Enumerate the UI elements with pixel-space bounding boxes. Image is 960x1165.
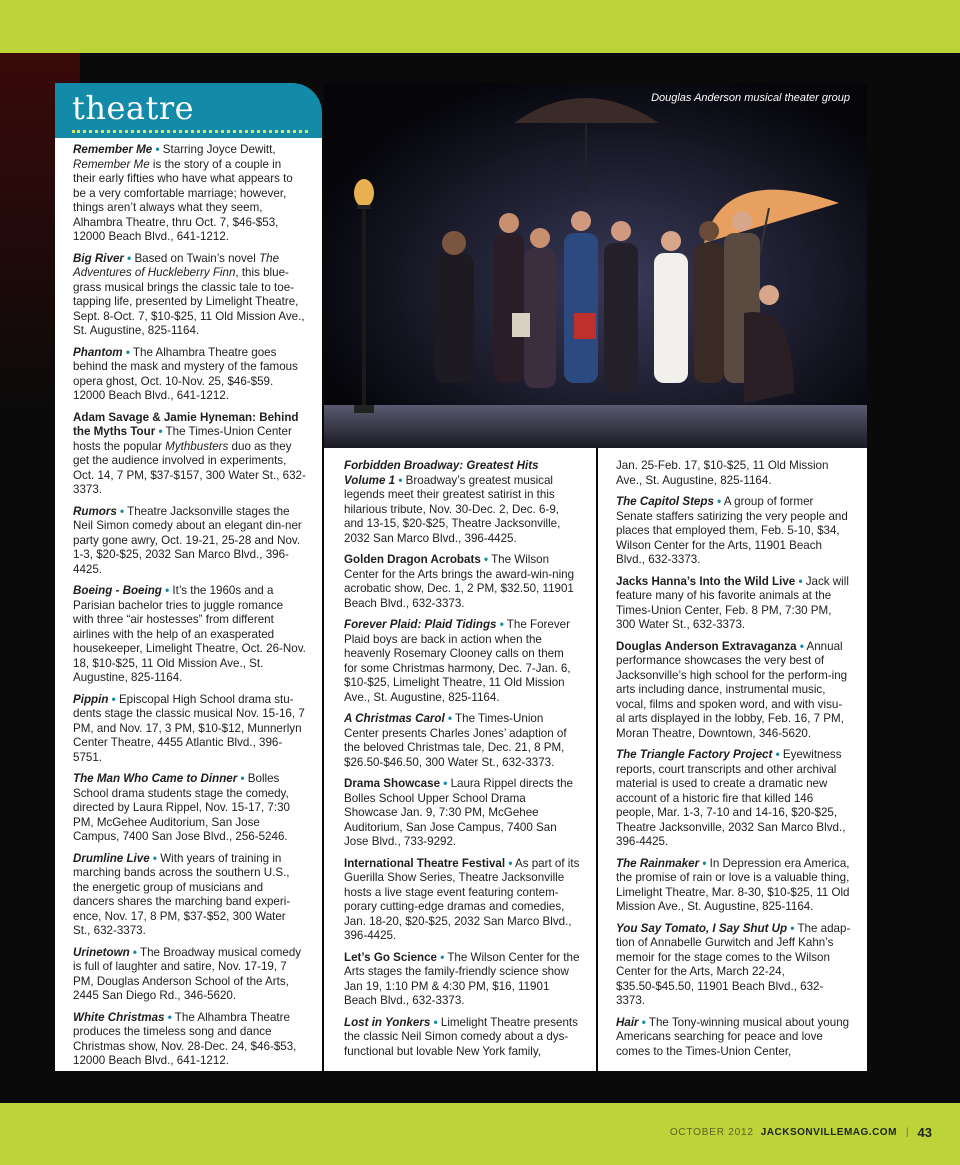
listing-title: Boeing - Boeing: [73, 584, 162, 597]
bullet: •: [447, 712, 453, 725]
photo-caption: Douglas Anderson musical theater group: [651, 92, 850, 104]
listing-text: Laura Rippel directs the Bolles School Upper School Drama Showcase Jan. 9, 7:30 PM, McGehee Auditorium, San Jose Campus, 7400 San Jose Blvd., 733-9292.: [344, 777, 574, 848]
listing-italic: The Adventures of Huckleberry Finn: [73, 251, 280, 279]
listing-text: In Depression era America, the promise of rain or love is a valuable thing, Limelight Theatre, Mar. 8-30, $10-$25, 11 Old Mission Ave., St. Augustine, 825-1164.: [616, 856, 850, 913]
stage-photo: [324, 83, 867, 448]
page-number: 43: [917, 1125, 932, 1140]
listing-title: Adam Savage & Jamie Hyneman: Behind the Myths Tour: [73, 410, 299, 438]
listing-text: , this blue-grass musical brings the classic tale to toe-tapping life, presented by Limelight Theatre, Sept. 8-Oct. 7, $10-$25, 11 Old Mission Ave., St. Augustine, 825-1164.: [73, 266, 305, 337]
listing-behind-the-myths: [73, 411, 306, 498]
listing-text: Theatre Jacksonville stages the Neil Simon comedy about an elegant din-ner party gone awry, Oct. 19-21, 25-28 and Nov. 1-3, $20-$25, 2032 San Marco Blvd., 396-4425.: [73, 504, 302, 576]
listing-text: The Forever Plaid boys are back in action when the heavenly Rosemary Clooney calls on them for some Christmas harmony, Dec. 7-Jan. 6, $10-$25, Limelight Theatre, 11 Old Mission Ave., St. Augustine, 825-1164.: [344, 618, 571, 704]
bullet: •: [717, 495, 722, 508]
listing-jack-hanna: [616, 575, 851, 633]
bullet: •: [798, 574, 803, 588]
listing-lost-in-yonkers: [344, 1016, 580, 1060]
bullet: •: [702, 856, 707, 870]
listing-column-3: [598, 448, 867, 1071]
listing-douglas-anderson-extravaganza: [616, 640, 851, 742]
listing-title: Drama Showcase: [344, 777, 441, 790]
listing-text: The Times-Union Center presents Charles Jones’ adaption of the beloved Christmas tale, Dec. 21, 8 PM, $26.50-$46.50, 300 Water St., 632-3373.: [344, 712, 567, 769]
listing-text: Bolles School drama students stage the comedy, directed by Laura Rippel, Nov. 15-17, 7:30 PM, McGehee Auditorium, San Jose Campus, 7400 San Jose Blvd., 256-5246.: [73, 772, 290, 843]
listing-text: Limelight Theatre presents the classic Neil Simon comedy about a dys-functional but lovable New York family,: [344, 1015, 578, 1058]
bullet: •: [641, 1015, 646, 1029]
listing-title: Lost in Yonkers: [344, 1015, 431, 1029]
listing-text: With years of training in marching bands across the southern U.S., the energetic group of musicians and dancers shares the marching band experi-ence, Nov. 17, 8 PM, $37-$52, 300 Water St., 632-3373.: [73, 851, 291, 937]
listing-title: White Christmas: [73, 1010, 165, 1024]
listing-forbidden-broadway: [344, 459, 580, 546]
listing-title: Forbidden Broadway: Greatest Hits Volume 1: [344, 459, 539, 487]
listing-text: The Wilson Center for the Arts brings the award-win-ning acrobatic show, Dec. 1, 2 PM, $32.50, 11901 Beach Blvd., 632-3373.: [344, 553, 575, 610]
section-title: theatre: [72, 89, 195, 127]
listing-column-1: [55, 138, 322, 1071]
listing-title: Jacks Hanna’s Into the Wild Live: [616, 574, 796, 588]
listing-rumors: [73, 505, 306, 578]
footer-separator: |: [905, 1127, 909, 1138]
listing-text: is the story of a couple in their early fifties who have what appears to be a very comfortable marriage; however, things aren’t always what they seem, Alhambra Theatre, thru Oct. 7, $46-$53, 12000 Beach Blvd., 641-1212.: [73, 157, 293, 243]
listing-forever-plaid: [344, 618, 580, 705]
listing-drumline-live: [73, 852, 306, 939]
stage-photo-illustration: [324, 83, 867, 448]
listing-italic: Mythbusters: [165, 439, 229, 453]
listing-text: The adap-tion of Annabelle Gurwitch and Jeff Kahn’s memoir for the stage comes to the Wilson Center for the Arts, March 22-24, $35.50-$45.50, 11901 Beach Blvd., 632-3373.: [616, 921, 851, 1007]
listing-big-river: [73, 252, 306, 339]
listing-christmas-carol: [344, 712, 580, 770]
listing-text: Eyewitness reports, court transcripts and other archival material is used to create a dramatic new account of a historic fire that killed 146 people, Mar. 1-3, 7-10 and 14-16, $20-$25, Theatre Jacksonville, 2032 San Marco Blvd., 396-4425.: [616, 748, 846, 848]
bullet: •: [440, 950, 445, 964]
bullet: •: [508, 856, 513, 870]
bullet: •: [158, 425, 163, 438]
listing-title: Remember Me: [73, 143, 153, 156]
bullet: •: [165, 584, 170, 597]
bullet: •: [152, 851, 157, 865]
listing-title: Pippin: [73, 692, 109, 706]
listing-text: As part of its Guerilla Show Series, Theatre Jacksonville hosts a live stage event featuring contem-porary cutting-edge dramas and comedies, Jan. 18-20, $20-$25, 2032 San Marco Blvd., 396-4425.: [344, 856, 580, 942]
listing-title: Urinetown: [73, 945, 130, 959]
listing-lost-in-yonkers-continued: Jan. 25-Feb. 17, $10-$25, 11 Old Mission Ave., St. Augustine, 825-1164.: [616, 459, 829, 487]
listing-text: Episcopal High School drama stu-dents stage the classic musical Nov. 15-16, 7 PM, and Nov. 17, 3 PM, $10-$12, Munnerlyn Center Theatre, 4455 Atlantic Blvd., 396-5751.: [73, 692, 305, 764]
listing-title: You Say Tomato, I Say Shut Up: [616, 921, 788, 935]
listing-text: Broadway’s greatest musical legends meet their greatest satirist in this hilarious tribute, Nov. 30-Dec. 2, Dec. 6-9, and 13-15, $20-$25, Theatre Jacksonville, 2032 San Marco Blvd., 396-4425.: [344, 473, 561, 545]
bullet: •: [790, 921, 795, 935]
listing-title: International Theatre Festival: [344, 856, 506, 870]
bullet: •: [111, 692, 116, 706]
listing-italic: Remember Me: [73, 157, 150, 171]
listing-triangle-factory-project: [616, 748, 851, 850]
listing-title: Drumline Live: [73, 851, 150, 865]
website-link[interactable]: JACKSONVILLEMAG.COM: [760, 1127, 897, 1138]
listing-white-christmas: [73, 1011, 306, 1069]
bullet: •: [398, 473, 403, 487]
listing-capitol-steps: [616, 495, 851, 568]
listing-title: A Christmas Carol: [344, 712, 445, 725]
listing-text: The Alhambra Theatre produces the timeless song and dance Christmas show, Nov. 28-Dec. 24, $46-$53, 12000 Beach Blvd., 641-1212.: [73, 1010, 297, 1067]
bullet: •: [240, 772, 245, 785]
bullet: •: [499, 618, 504, 631]
listing-you-say-tomato: [616, 922, 851, 1009]
issue-date: OCTOBER 2012: [669, 1127, 754, 1138]
listing-pippin: [73, 693, 306, 766]
listing-title: Let’s Go Science: [344, 950, 437, 964]
bullet: •: [132, 945, 137, 959]
listing-text: The Times-Union Center hosts the popular: [73, 425, 292, 453]
listing-text: The Alhambra Theatre goes behind the mask and mystery of the famous opera ghost, Oct. 10-Nov. 25, $46-$59. 12000 Beach Blvd., 641-1212.: [73, 345, 298, 402]
listing-phantom: [73, 346, 306, 404]
listing-hair: [616, 1016, 851, 1060]
bullet: •: [443, 777, 448, 790]
listing-title: Big River: [73, 251, 124, 265]
listing-drama-showcase: [344, 777, 580, 850]
listing-title: Phantom: [73, 345, 123, 359]
bullet: •: [799, 639, 804, 653]
listing-boeing-boeing: [73, 584, 306, 686]
listing-text: Starring Joyce Dewitt,: [162, 143, 276, 156]
listing-column-2: [324, 448, 596, 1071]
bullet: •: [775, 748, 780, 761]
listing-text: It’s the 1960s and a Parisian bachelor tries to juggle romance with three “air hostesses” from different airlines with the help of an exasperated housekeeper, Limelight Theatre, Oct. 26-Nov. 18, $10-$25, 11 Old Mission Ave., St. Augustine, 825-1164.: [73, 584, 306, 684]
listing-text: A group of former Senate staffers satirizing the very people and places that employed them, Feb. 5-10, $34, Wilson Center for the Arts, 11901 Beach Blvd., 632-3373.: [616, 495, 848, 566]
listing-man-who-came-to-dinner: [73, 772, 306, 845]
page-footer: [670, 1125, 932, 1140]
bullet: •: [125, 345, 130, 359]
listing-title: The Rainmaker: [616, 856, 700, 870]
listing-title: The Man Who Came to Dinner: [73, 772, 238, 785]
listing-title: Douglas Anderson Extravaganza: [616, 639, 797, 653]
listing-title: Rumors: [73, 504, 117, 518]
section-header: [55, 83, 322, 138]
listing-the-rainmaker: [616, 857, 851, 915]
listing-text: Jack will feature many of his favorite animals at the Times-Union Center, Feb. 8 PM, 7:30 PM, 300 Water St., 632-3373.: [616, 574, 849, 631]
header-dotted-rule: [72, 130, 308, 133]
bullet: •: [433, 1015, 438, 1029]
listing-title: Hair: [616, 1015, 639, 1029]
bullet: •: [484, 553, 489, 566]
bullet: •: [120, 504, 125, 518]
listing-text: duo as they get the audience involved in experiments, Oct. 14, 7 PM, $37-$157, 300 Water St., 632-3373.: [73, 439, 306, 496]
listing-text: The Wilson Center for the Arts stages the family-friendly science show Jan 19, 1:10 PM & 4:30 PM, $16, 11901 Beach Blvd., 632-3373.: [344, 950, 580, 1007]
listing-title: Forever Plaid: Plaid Tidings: [344, 618, 497, 631]
bullet: •: [127, 251, 132, 265]
listing-title: Golden Dragon Acrobats: [344, 553, 481, 566]
listing-remember-me: [73, 143, 306, 245]
listing-lets-go-science: [344, 951, 580, 1009]
listing-text: Based on Twain’s novel: [134, 251, 260, 265]
listing-title: The Triangle Factory Project: [616, 748, 773, 761]
listing-urinetown: [73, 946, 306, 1004]
bullet: •: [155, 143, 160, 156]
listing-text: Annual performance showcases the very best of Jacksonville’s high school for the perform-ing arts including dance, instrumental music, vocal, films and spoken word, and with visu-al arts displayed in the lobby, Feb. 16, 7 PM, Moran Theatre, Downtown, 346-5620.: [616, 639, 848, 740]
bullet: •: [167, 1010, 172, 1024]
listing-international-theatre-festival: [344, 857, 580, 944]
listing-text: The Tony-winning musical about young Americans searching for peace and love comes to the Times-Union Center,: [616, 1015, 850, 1058]
listing-text: The Broadway musical comedy is full of laughter and satire, Nov. 17-19, 7 PM, Douglas Anderson School of the Arts, 2445 San Diego Rd., 346-5620.: [73, 945, 302, 1002]
listing-golden-dragon-acrobats: [344, 553, 580, 611]
listing-title: The Capitol Steps: [616, 495, 714, 508]
